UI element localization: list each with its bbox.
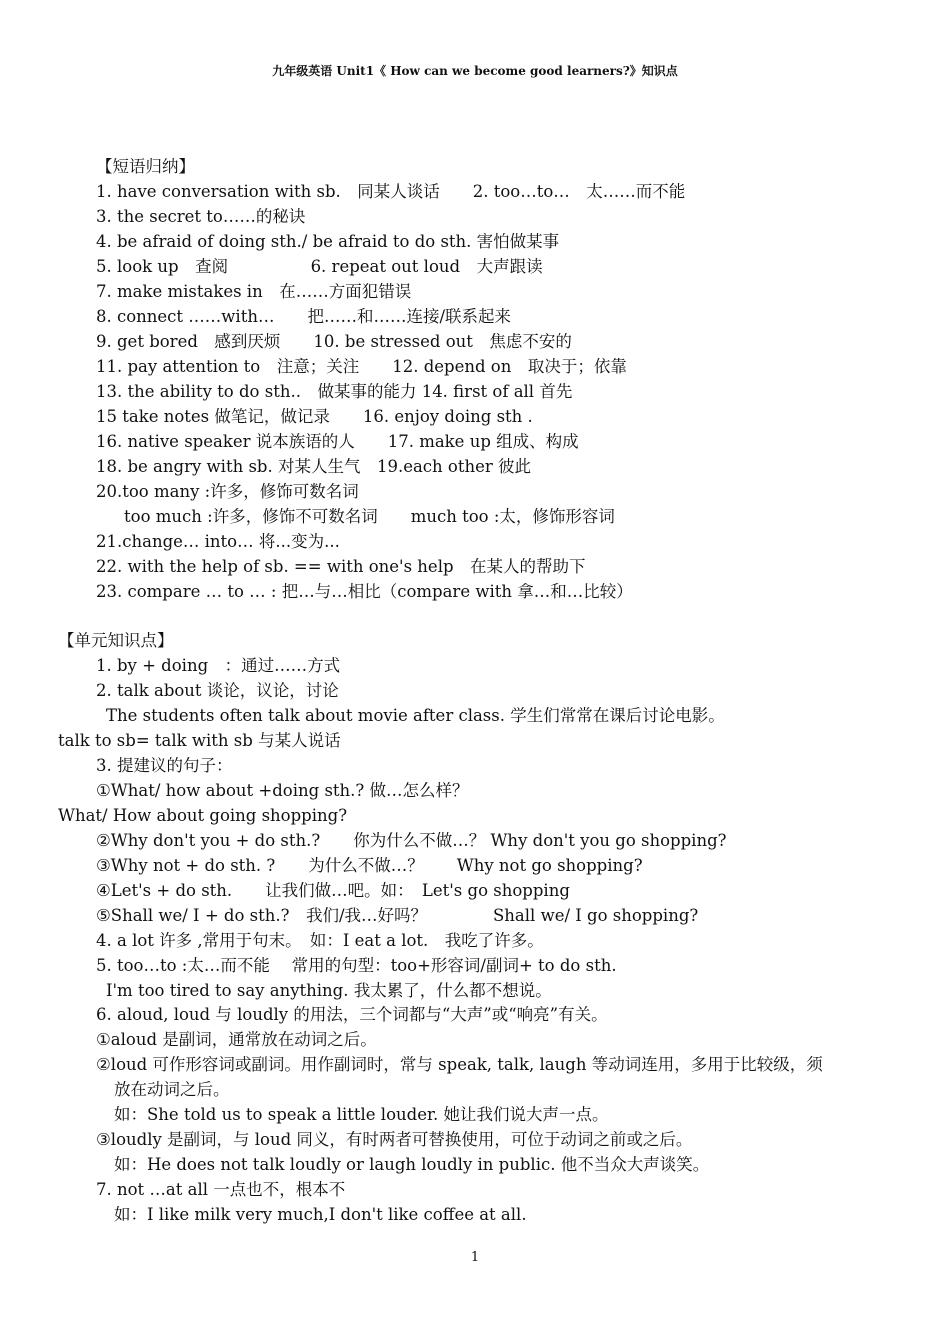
phrase-line: 13. the ability to do sth.. 做某事的能力 14. first of all 首先 [96,382,573,401]
phrase-line: 7. make mistakes in 在……方面犯错误 [96,282,412,301]
knowledge-line: 6. aloud, loud 与 loudly 的用法，三个词都与“大声”或“响亮”有关。 [96,1005,608,1024]
phrase-line: 3. the secret to……的秘诀 [96,207,306,226]
knowledge-line: ③Why not + do sth. ? 为什么不做…？ Why not go shopping? [96,856,643,875]
knowledge-line: ①What/ how about +doing sth.? 做…怎么样？ [96,781,469,800]
knowledge-line: ①aloud 是副词，通常放在动词之后。 [96,1030,377,1049]
phrase-line: too much :许多，修饰不可数名词 much too :太，修饰形容词 [124,507,615,526]
phrase-line: 20.too many :许多，修饰可数名词 [96,482,359,501]
knowledge-line: The students often talk about movie after class. 学生们常常在课后讨论电影。 [106,706,725,725]
phrase-line: 8. connect ……with… 把……和……连接/联系起来 [96,307,512,326]
knowledge-line: 3. 提建议的句子： [96,756,233,775]
knowledge-line: talk to sb= talk with sb 与某人说话 [58,731,341,750]
phrase-line: 16. native speaker 说本族语的人 17. make up 组成、构成 [96,432,579,451]
knowledge-line: 7. not …at all 一点也不，根本不 [96,1180,346,1199]
knowledge-line: ③loudly 是副词，与 loud 同义，有时两者可替换使用，可位于动词之前或之后。 [96,1130,693,1149]
knowledge-line: ②loud 可作形容词或副词。用作副词时，常与 speak, talk, laugh 等动词连用，多用于比较级，须 [96,1055,823,1074]
phrase-line: 18. be angry with sb. 对某人生气 19.each other 彼此 [96,457,532,476]
phrase-line: 21.change… into… 将...变为... [96,532,340,551]
phrase-line: 5. look up 查阅 6. repeat out loud 大声跟读 [96,257,543,276]
phrase-line: 22. with the help of sb. == with one's help 在某人的帮助下 [96,557,586,576]
page-number: 1 [470,1250,480,1265]
knowledge-line: ②Why don't you + do sth.? 你为什么不做…？ Why don't you go shopping? [96,831,727,850]
knowledge-line: What/ How about going shopping? [58,806,348,825]
phrase-line: 23. compare … to … : 把…与…相比（compare with 拿…和…比较） [96,582,633,601]
knowledge-line: 1. by + doing ：通过……方式 [96,656,341,675]
knowledge-line: 4. a lot 许多 ,常用于句末。 如：I eat a lot. 我吃了许多。 [96,931,544,950]
knowledge-line: 2. talk about 谈论，议论，讨论 [96,681,339,700]
phrase-line: 9. get bored 感到厌烦 10. be stressed out 焦虑不安的 [96,332,572,351]
knowledge-line: ④Let's + do sth. 让我们做…吧。如： Let's go shopping [96,881,570,900]
knowledge-line: ⑤Shall we/ I + do sth.? 我们/我…好吗？ Shall we/ I go shopping? [96,906,699,925]
page-title: 九年级英语 Unit1《 How can we become good learners?》知识点 [272,64,678,78]
knowledge-line: 放在动词之后。 [114,1080,230,1099]
knowledge-line: 如：She told us to speak a little louder. 她让我们说大声一点。 [114,1105,609,1124]
phrase-line: 4. be afraid of doing sth./ be afraid to do sth. 害怕做某事 [96,232,560,251]
knowledge-line: 5. too…to :太…而不能 常用的句型：too+形容词/副词+ to do sth. [96,956,617,975]
phrase-line: 15 take notes 做笔记，做记录 16. enjoy doing sth . [96,407,533,426]
knowledge-line: 如：He does not talk loudly or laugh loudly in public. 他不当众大声谈笑。 [114,1155,710,1174]
knowledge-heading: 【单元知识点】 [58,631,174,650]
phrase-line: 11. pay attention to 注意；关注 12. depend on 取决于；依靠 [96,357,627,376]
knowledge-line: 如：I like milk very much,I don't like coffee at all. [114,1205,527,1224]
phrases-heading: 【短语归纳】 [96,157,195,176]
knowledge-line: I'm too tired to say anything. 我太累了，什么都不想说。 [106,981,552,1000]
phrase-line: 1. have conversation with sb. 同某人谈话 2. too…to… 太……而不能 [96,182,686,201]
